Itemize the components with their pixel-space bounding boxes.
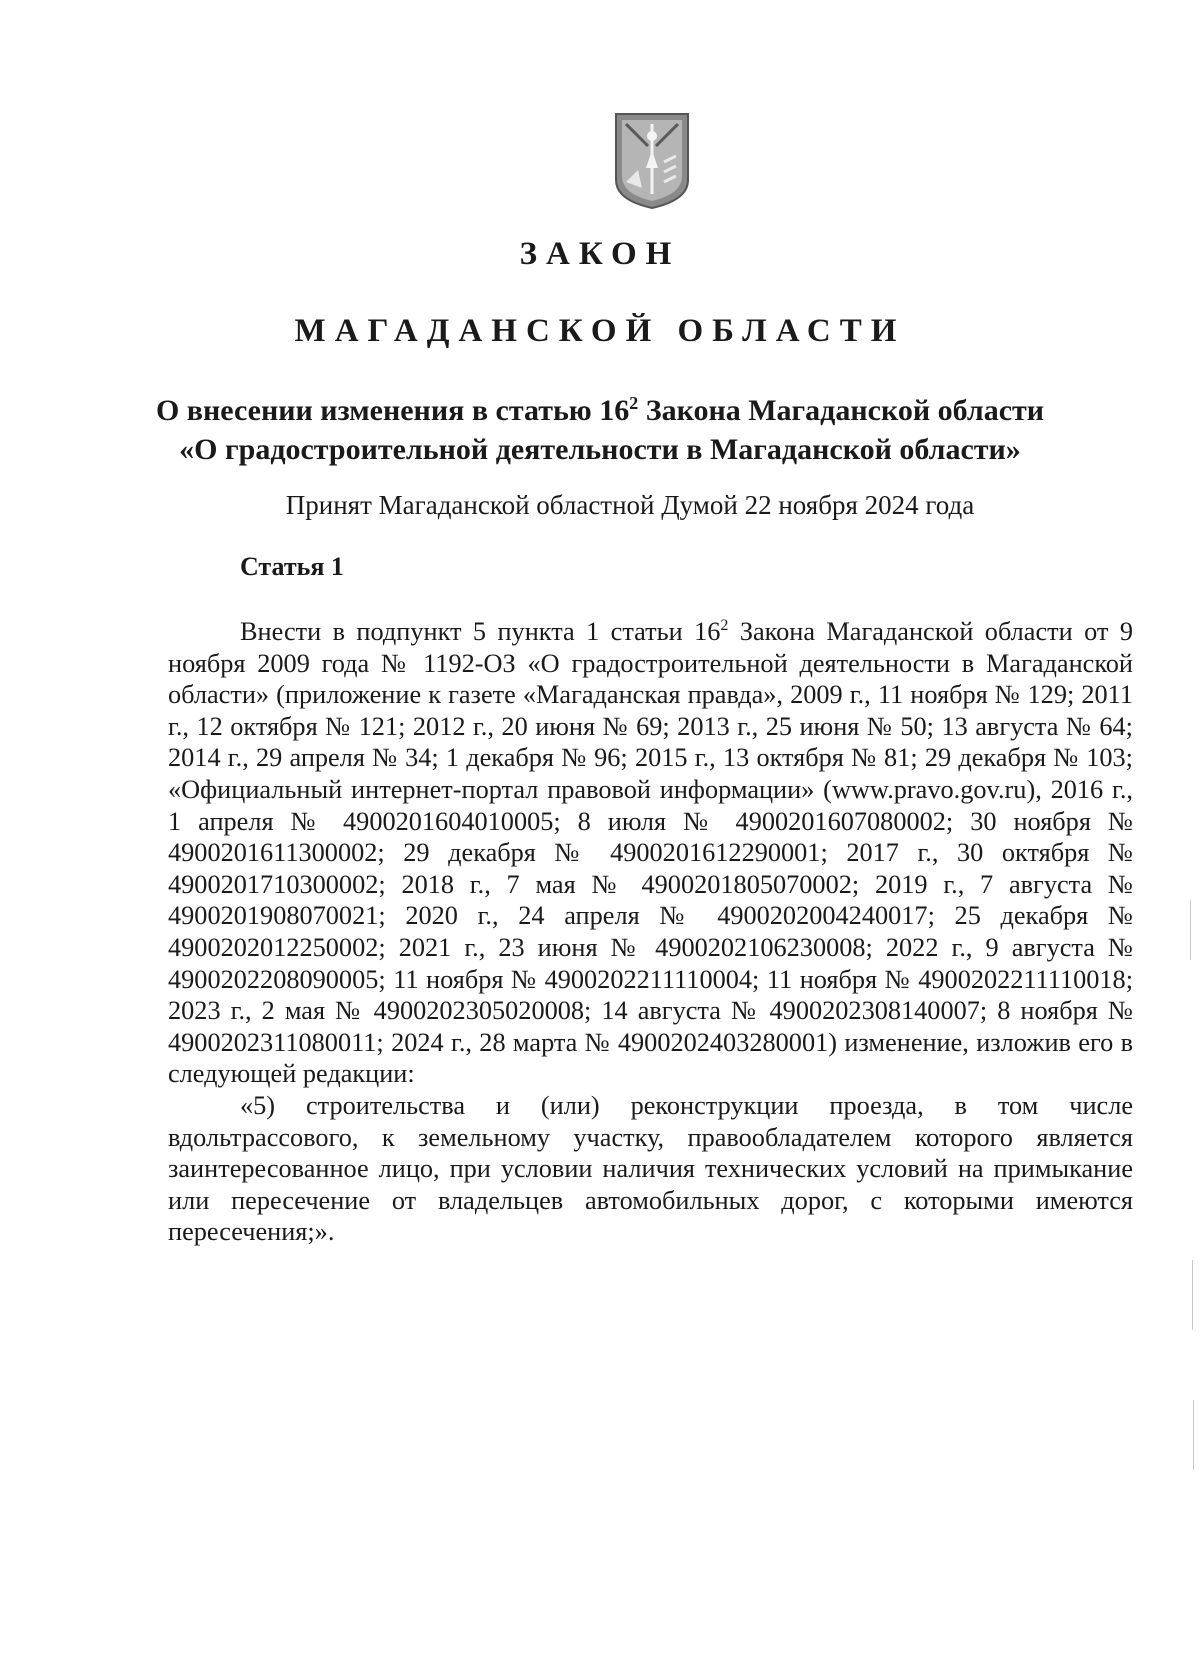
- article-paragraph-1: Внести в подпункт 5 пункта 1 статьи $16^2$ Закона Магаданской области от 9 ноября 2009 года № 1192-ОЗ «О градостроительной деятельности в Магаданской области» (приложение к газете «Магаданская правда», 2009 г., 11 ноября № 129; 2011 г., 12 октября № 121; 2012 г., 20 июня № 69; 2013 г., 25 июня № 50; 13 августа № 64; 2014 г., 29 апреля № 34; 1 декабря № 96; 2015 г., 13 октября № 81; 29 декабря № 103; «Официальный интернет-портал правовой информации» (www.pravo.gov.ru), 2016 г., 1 апреля № 4900201604010005; 8 июля № 4900201607080002; 30 ноября № 4900201611300002; 29 декабря № 4900201612290001; 2017 г., 30 октября № 4900201710300002; 2018 г., 7 мая № 4900201805070002; 2019 г., 7 августа № 4900201908070021; 2020 г., 24 апреля № 4900202004240017; 25 декабря № 4900202012250002; 2021 г., 23 июня № 4900202106230008; 2022 г., 9 августа № 4900202208090005; 11 ноября № 4900202211110004; 11 ноября № 4900202211110018; 2023 г., 2 мая № 4900202305020008; 14 августа № 4900202308140007; 8 ноября № 4900202311080011; 2024 г., 28 марта № 4900202403280001) изменение, изложив его в следующей редакции:: [168, 617, 1133, 1089]
- scan-margin-mark: [1190, 900, 1191, 960]
- law-subtitle: [0, 384, 1200, 469]
- coat-of-arms-icon: [612, 110, 692, 210]
- adoption-note: Принят Магаданской областной Думой 22 ноября 2024 года: [285, 490, 975, 520]
- scan-margin-mark: [1192, 1260, 1193, 1330]
- article-paragraph-2: «5) строительства и (или) реконструкции проезда, в том числе вдольтрассового, к земельному участку, правообладателем которого является заинтересованное лицо, при условии наличия технических условий на примыкание или пересечение от владельцев автомобильных дорог, с которыми имеются пересечения;».: [168, 1090, 1133, 1247]
- subtitle-line-1: О внесении изменения в статью $16^2$ Закона Магаданской области: [155, 393, 1045, 427]
- subtitle-line-2: «О градостроительной деятельности в Магаданской области»: [179, 433, 1021, 466]
- article-body: [168, 616, 1133, 1248]
- region-title: МАГАДАНСКОЙ ОБЛАСТИ: [294, 313, 906, 349]
- scan-margin-mark: [1193, 1400, 1194, 1470]
- law-title: ЗАКОН: [519, 236, 681, 272]
- article-heading: Статья 1: [240, 552, 344, 581]
